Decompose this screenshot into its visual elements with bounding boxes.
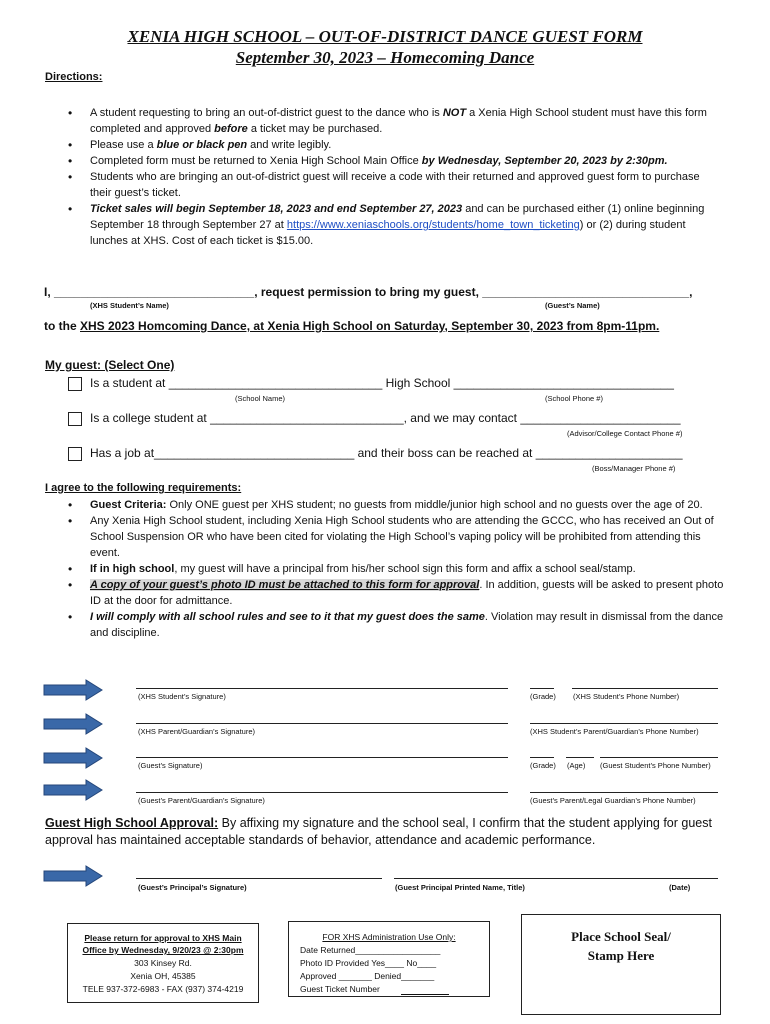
admin-use-box <box>288 921 490 997</box>
admin-ticket-number: Guest Ticket Number <box>300 984 380 994</box>
arrow-icon <box>42 679 104 701</box>
student-signature-line[interactable] <box>136 688 508 689</box>
direction-item: • Please use a blue or black pen and write legibly. <box>44 137 724 153</box>
principal-name-line[interactable] <box>394 878 718 879</box>
seal-text-1: Place School Seal/ <box>571 929 671 944</box>
student-grade-line[interactable] <box>530 688 554 689</box>
direction-item: • Completed form must be returned to Xenia High School Main Office by Wednesday, September 20, 2023 by 2:30pm. <box>44 153 724 169</box>
guest-phone-caption: (Guest Student’s Phone Number) <box>600 761 711 770</box>
arrow-icon <box>42 865 104 887</box>
requirements-list <box>44 497 728 641</box>
parent-signature-line[interactable] <box>136 723 508 724</box>
approval-statement: Guest High School Approval: By affixing my signature and the school seal, I confirm that the student applying for guest approval has maintained acceptable standards of behavior, attendance and academic performance. <box>45 816 712 847</box>
seal-text-2: Stamp Here <box>587 948 655 963</box>
parent-signature-caption: (XHS Parent/Guardian’s Signature) <box>138 727 256 736</box>
guest-grade-line[interactable] <box>530 757 554 758</box>
admin-approved: Approved _______ Denied_______ <box>300 971 435 981</box>
form-title: XENIA HIGH SCHOOL – OUT-OF-DISTRICT DANCE GUEST FORM <box>127 27 643 46</box>
guest-age-line[interactable] <box>566 757 594 758</box>
guest-parent-signature-caption: (Guest’s Parent/Guardian’s Signature) <box>138 796 265 805</box>
guest-parent-phone-caption: (Guest’s Parent/Legal Guardian’s Phone Number) <box>530 796 696 805</box>
arrow-icon <box>42 779 104 801</box>
ticketing-link[interactable]: https://www.xeniaschools.org/students/home_town_ticketing <box>286 219 580 231</box>
requirement-item: • Guest Criteria: Only ONE guest per XHS student; no guests from middle/junior high school and no guests over the age of 20. <box>44 497 728 513</box>
direction-item: • A student requesting to bring an out-of-district guest to the dance who is NOT a Xenia High School student must have this form completed and approved before a ticket may be purchased. <box>44 105 724 137</box>
requirement-item: • If in high school, my guest will have a principal from his/her school sign this form and affix a school seal/stamp. <box>44 561 728 577</box>
ticket-number-line[interactable] <box>401 994 449 995</box>
student-option-text: Is a student at ________________________________ High School _________________________________ <box>90 376 674 390</box>
direction-item: • Ticket sales will begin September 18, 2023 and end September 27, 2023 and can be purchased either (1) online beginning September 18 through September 27 at https://www.xeniaschools.org/students/home_town_ticketing) or (2) during student lunches at XHS. Cost of each ticket is $15.00. <box>44 201 724 249</box>
boss-phone-caption: (Boss/Manager Phone #) <box>592 464 676 473</box>
requirement-item: • I will comply with all school rules and see to it that my guest does the same. Violation may result in dismissal from the dance and discipline. <box>44 609 728 641</box>
requirement-item: • A copy of your guest’s photo ID must be attached to this form for approval. In addition, guests will be asked to present photo ID at the door for admittance. <box>44 577 728 609</box>
guest-name-caption: (Guest’s Name) <box>545 301 600 310</box>
seal-stamp-box <box>521 914 721 1015</box>
student-signature-caption: (XHS Student’s Signature) <box>138 692 226 701</box>
return-phone: TELE 937-372-6983 - FAX (937) 374-4219 <box>82 984 244 994</box>
return-address-2: Xenia OH, 45385 <box>130 971 196 981</box>
request-line: I, ______________________________, request permission to bring my guest, _______________________________, <box>44 285 693 299</box>
school-name-caption: (School Name) <box>235 394 286 403</box>
guest-age-caption: (Age) <box>567 761 586 770</box>
date-caption: (Date) <box>669 883 691 892</box>
return-address-1: 303 Kinsey Rd. <box>134 958 192 968</box>
guest-signature-line[interactable] <box>136 757 508 758</box>
principal-name-caption: (Guest Principal Printed Name, Title) <box>395 883 525 892</box>
return-line-2: Office by Wednesday, 9/20/23 @ 2:30pm <box>82 945 244 955</box>
guest-type-heading: My guest: (Select One) <box>45 358 175 372</box>
admin-date-returned: Date Returned__________________ <box>300 945 441 955</box>
guest-phone-line[interactable] <box>600 757 718 758</box>
student-phone-caption: (XHS Student’s Phone Number) <box>573 692 680 701</box>
admin-photo-id: Photo ID Provided Yes____ No____ <box>300 958 437 968</box>
requirement-item: • Any Xenia High School student, including Xenia High School students who are attending the GCCC, who has received an Out of School Suspension OR who have been cited for violating the High School’s vaping policy will be prohibited from attending this event. <box>44 513 728 561</box>
student-phone-line[interactable] <box>572 688 718 689</box>
principal-signature-caption: (Guest’s Principal’s Signature) <box>138 883 247 892</box>
advisor-phone-caption: (Advisor/College Contact Phone #) <box>567 429 683 438</box>
student-checkbox[interactable] <box>68 377 82 391</box>
job-option-text: Has a job at______________________________ and their boss can be reached at ______________________ <box>90 446 683 460</box>
arrow-icon <box>42 747 104 769</box>
parent-phone-line[interactable] <box>530 723 718 724</box>
student-grade-caption: (Grade) <box>530 692 556 701</box>
directions-list <box>44 105 724 249</box>
admin-heading: FOR XHS Administration Use Only: <box>322 932 456 942</box>
college-checkbox[interactable] <box>68 412 82 426</box>
requirements-heading: I agree to the following requirements: <box>45 482 242 494</box>
direction-item: • Students who are bringing an out-of-district guest will receive a code with their returned and approved guest form to purchase their guest’s ticket. <box>44 169 724 201</box>
school-phone-caption: (School Phone #) <box>545 394 603 403</box>
event-line: to the XHS 2023 Homcoming Dance, at Xenia High School on Saturday, September 30, 2023 from 8pm-11pm. <box>44 319 660 333</box>
parent-phone-caption: (XHS Student’s Parent/Guardian’s Phone Number) <box>530 727 699 736</box>
guest-signature-caption: (Guest’s Signature) <box>138 761 203 770</box>
college-option-text: Is a college student at _____________________________, and we may contact ________________________ <box>90 411 681 425</box>
guest-parent-phone-line[interactable] <box>530 792 718 793</box>
principal-signature-line[interactable] <box>136 878 382 879</box>
form-subtitle: September 30, 2023 – Homecoming Dance <box>235 48 535 67</box>
return-line-1: Please return for approval to XHS Main <box>84 933 242 943</box>
arrow-icon <box>42 713 104 735</box>
guest-grade-caption: (Grade) <box>530 761 556 770</box>
directions-heading: Directions: <box>45 71 103 83</box>
job-checkbox[interactable] <box>68 447 82 461</box>
student-name-caption: (XHS Student’s Name) <box>90 301 169 310</box>
return-info-box <box>67 923 259 1003</box>
guest-parent-signature-line[interactable] <box>136 792 508 793</box>
